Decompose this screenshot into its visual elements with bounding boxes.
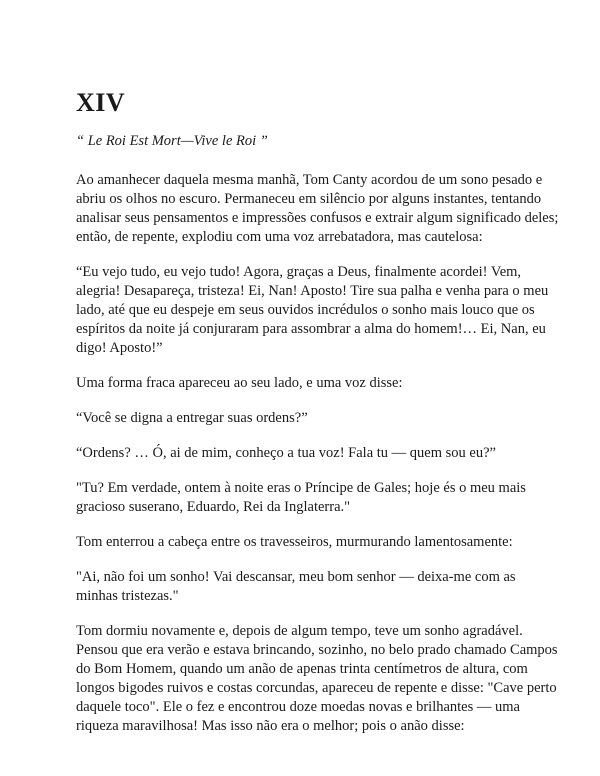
paragraph-2: “Eu vejo tudo, eu vejo tudo! Agora, graças a Deus, finalmente acordei! Vem, alegria! Desapareça, tristeza! Ei, Nan! Aposto! Tire sua palha e venha para o meu lado, até que eu despeje em seus ouvidos incrédulos o sonho mais louco que os espíritos da noite já conjuraram para assombrar a alma do homem!… Ei, Nan, eu digo! Aposto!” — [76, 264, 549, 356]
paragraph-4: “Você se digna a entregar suas ordens?” — [76, 410, 308, 426]
chapter-epigraph: “ Le Roi Est Mort—Vive le Roi ” — [76, 133, 268, 149]
paragraph-5: “Ordens? … Ó, ai de mim, conheço a tua voz! Fala tu — quem sou eu?” — [76, 445, 496, 461]
paragraph-7: Tom enterrou a cabeça entre os travesseiros, murmurando lamentosamente: — [76, 534, 513, 550]
paragraph-3: Uma forma fraca apareceu ao seu lado, e uma voz disse: — [76, 375, 403, 391]
chapter-heading: XIV — [76, 88, 126, 117]
paragraph-8: "Ai, não foi um sonho! Vai descansar, meu bom senhor — deixa-me com as minhas tristezas." — [76, 569, 516, 604]
paragraph-9: Tom dormiu novamente e, depois de algum tempo, teve um sonho agradável. Pensou que era verão e estava brincando, sozinho, no belo prado chamado Campos do Bom Homem, quando um anão de apenas trinta centímetros de altura, com longos bigodes ruivos e costas corcundas, apareceu de repente e disse: "Cave perto daquele toco". Ele o fez e encontrou doze moedas novas e brilhantes — uma riqueza maravilhosa! Mas isso não era o melhor; pois o anão disse: — [76, 623, 558, 734]
paragraph-1: Ao amanhecer daquela mesma manhã, Tom Canty acordou de um sono pesado e abriu os olhos no escuro. Permaneceu em silêncio por alguns instantes, tentando analisar seus pensamentos e impressões confusos e extrair algum significado deles; então, de repente, explodiu com uma voz arrebatadora, mas cautelosa: — [76, 172, 559, 245]
paragraph-6: "Tu? Em verdade, ontem à noite eras o Príncipe de Gales; hoje és o meu mais gracioso suserano, Eduardo, Rei da Inglaterra." — [76, 480, 526, 515]
